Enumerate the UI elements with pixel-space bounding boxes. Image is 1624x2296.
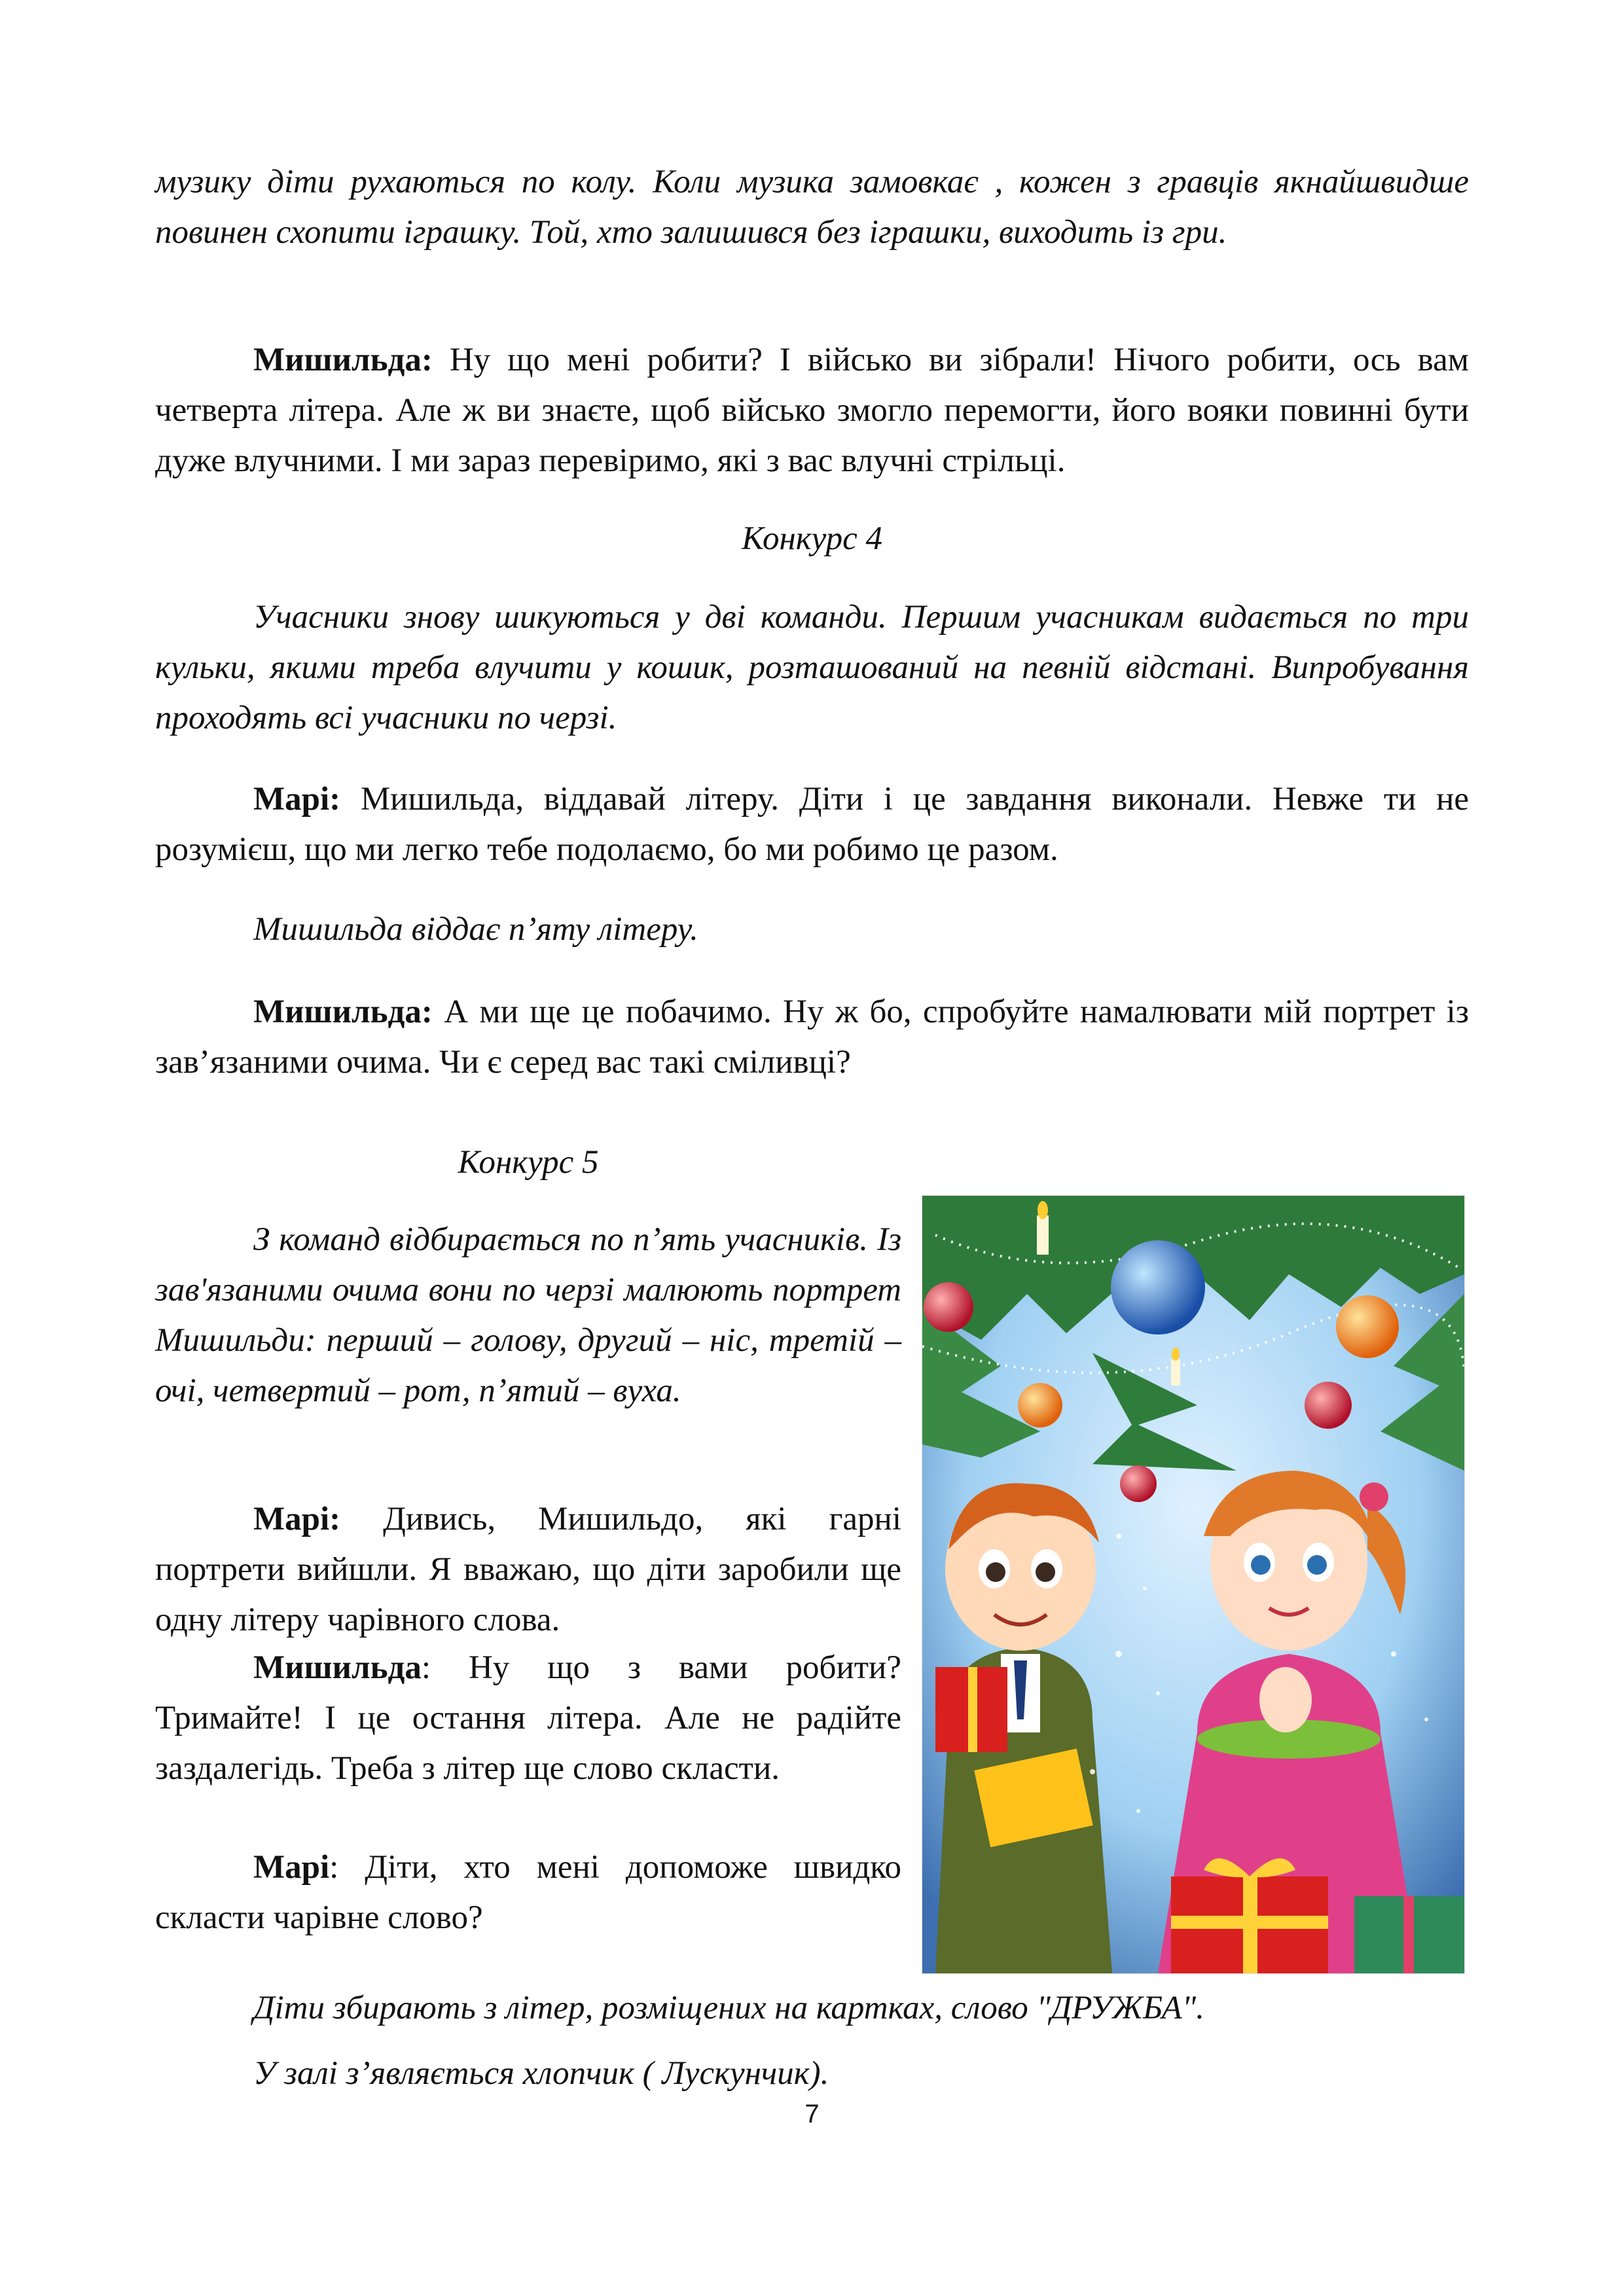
paragraph-contest-5-rules: З команд відбирається по п’ять учасників. Із зав'язаними очима вони по черзі малюють портрет Мишильди: перший – голову, другий – ніс, третій – очі, четвертий – рот, п’ятий – вуха. <box>155 1221 901 1409</box>
speech-text: А ми ще це побачимо. Ну ж бо, спробуйте намалювати мій портрет із зав’язаними очима. Чи є серед вас такі сміливці? <box>155 994 1469 1081</box>
paragraph-stage-direction-1: Мишильда віддає п’яту літеру. <box>253 911 698 948</box>
paragraph-mishilda-3 <box>155 1643 901 1794</box>
christmas-children-illustration <box>922 1195 1465 1974</box>
speech-text: Дивись, Мишильдо, які гарні портрети вийшли. Я вважаю, що діти заробили ще одну літеру чарівного слова. <box>155 1501 901 1638</box>
section-heading-contest-5: Конкурс 5 <box>458 1144 599 1181</box>
paragraph-game-rules: музику діти рухаються по колу. Коли музика замовкає , кожен з гравців якнайшвидше повинен схопити іграшку. Той, хто залишився без іграшки, виходить із гри. <box>155 164 1469 251</box>
speech-text: Ну що мені робити? І військо ви зібрали! Нічого робити, ось вам четверта літера. Але ж ви знаєте, щоб військо змогло перемогти, його вояки повинні бути дуже влучними. І ми зараз перевіримо, які з вас влучні стрільці. <box>155 342 1469 479</box>
section-heading-contest-4: Конкурс 4 <box>742 520 882 557</box>
paragraph-contest-4-rules: Учасники знову шикуються у дві команди. Першим учасникам видається по три кульки, якими треба влучити у кошик, розташований на певній відстані. Випробування проходять всі учасники по черзі. <box>155 599 1469 736</box>
speaker-label: Марі: <box>253 781 341 817</box>
speech-text: : Діти, хто мені допоможе швидко скласти чарівне слово? <box>155 1849 901 1936</box>
paragraph-stage-direction-3: У залі з’являється хлопчик ( Лускунчик). <box>253 2055 829 2092</box>
paragraph-mishilda-1 <box>155 335 1469 486</box>
speaker-label: Мишильда: <box>253 342 433 378</box>
paragraph-mari-3 <box>155 1842 901 1943</box>
speaker-label: Мишильда <box>253 1649 422 1686</box>
paragraph-mari-1 <box>155 774 1469 875</box>
paragraph-mari-2 <box>155 1494 901 1645</box>
speaker-label: Марі: <box>253 1501 341 1537</box>
speech-text: : Ну що з вами робити? Тримайте! І це остання літера. Але не радійте заздалегідь. Треба з літер ще слово скласти. <box>155 1649 901 1787</box>
paragraph-mishilda-2 <box>155 987 1469 1088</box>
page-number: 7 <box>804 2100 820 2128</box>
speaker-label: Марі <box>253 1849 330 1886</box>
speaker-label: Мишильда: <box>253 994 433 1030</box>
paragraph-stage-direction-2: Діти збирають з літер, розміщених на картках, слово "ДРУЖБА". <box>253 1990 1204 2026</box>
speech-text: Мишильда, віддавай літеру. Діти і це завдання виконали. Невже ти не розумієш, що ми легко тебе подолаємо, бо ми робимо це разом. <box>155 781 1469 868</box>
